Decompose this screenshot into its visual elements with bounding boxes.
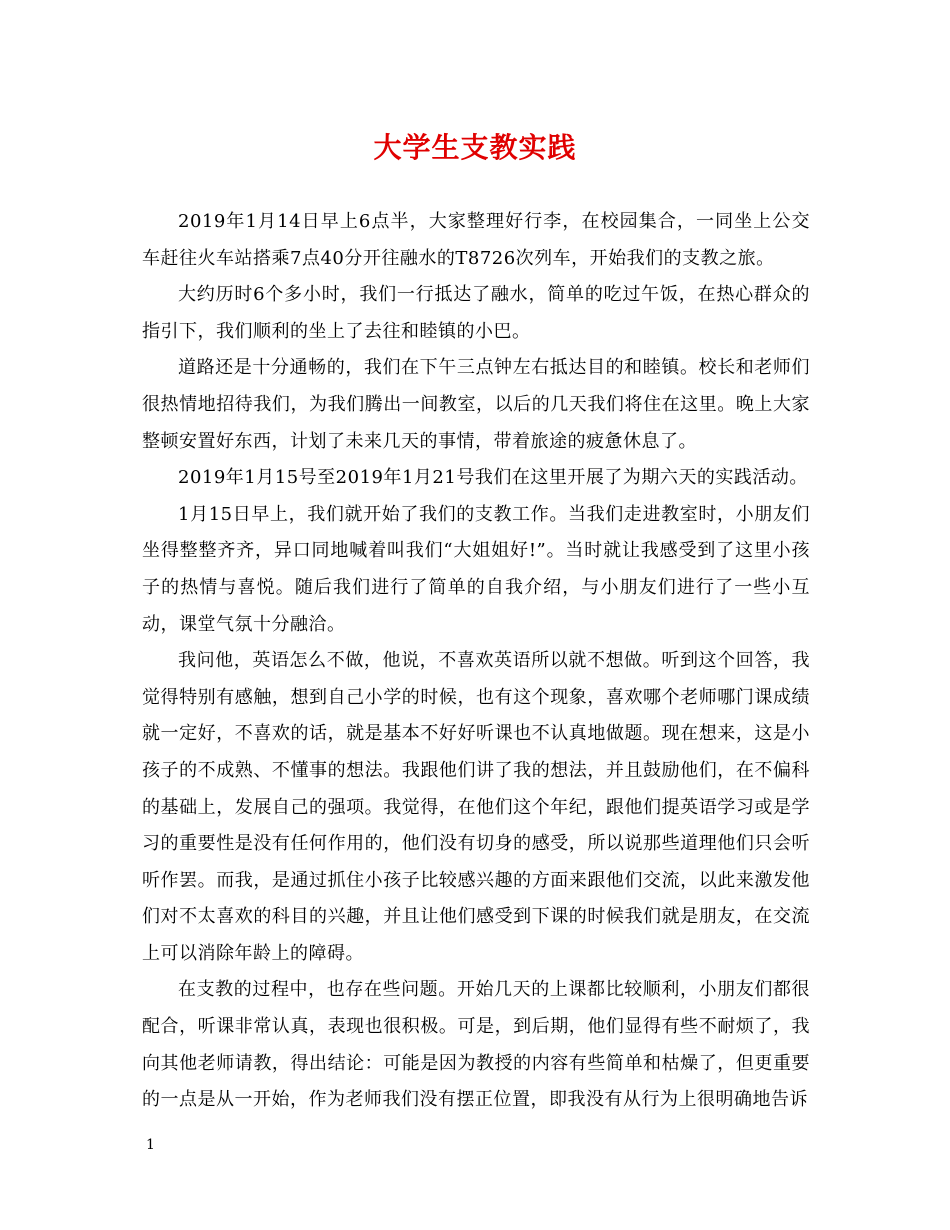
- paragraph: 1月15日早上，我们就开始了我们的支教工作。当我们走进教室时，小朋友们坐得整整齐齐，异口同地喊着叫我们“大姐姐好!”。当时就让我感受到了这里小孩子的热情与喜悦。随后我们进行了简单的自我介绍，与小朋友们进行了一些小互动，课堂气氛十分融洽。: [142, 503, 810, 635]
- paragraph: 2019年1月15号至2019年1月21号我们在这里开展了为期六天的实践活动。: [178, 467, 808, 489]
- paragraph: 我问他，英语怎么不做，他说，不喜欢英语所以就不想做。听到这个回答，我觉得特别有感触，想到自己小学的时候，也有这个现象，喜欢哪个老师哪门课成绩就一定好，不喜欢的话，就是基本不好好听课也不认真地做题。现在想来，这是小孩子的不成熟、不懂事的想法。我跟他们讲了我的想法，并且鼓励他们，在不偏科的基础上，发展自己的强项。我觉得，在他们这个年纪，跟他们提英语学习或是学习的重要性是没有任何作用的，他们没有切身的感受，所以说那些道理他们只会听听作罢。而我，是通过抓住小孩子比较感兴趣的方面来跟他们交流，以此来激发他们对不太喜欢的科目的兴趣，并且让他们感受到下课的时候我们就是朋友，在交流上可以消除年龄上的障碍。: [142, 650, 810, 964]
- document-body: [142, 204, 810, 1119]
- document-title: 大学生支教实践: [373, 131, 577, 164]
- paragraph: 道路还是十分通畅的，我们在下午三点钟左右抵达目的和睦镇。校长和老师们很热情地招待我们，为我们腾出一间教室，以后的几天我们将住在这里。晚上大家整顿安置好东西，计划了未来几天的事情，带着旅途的疲惫休息了。: [142, 357, 810, 452]
- paragraph: 2019年1月14日早上6点半，大家整理好行李，在校园集合，一同坐上公交车赶往火车站搭乘7点40分开往融水的T8726次列车，开始我们的支教之旅。: [142, 211, 810, 269]
- paragraph: 大约历时6个多小时，我们一行抵达了融水，简单的吃过午饭，在热心群众的指引下，我们顺利的坐上了去往和睦镇的小巴。: [142, 284, 810, 342]
- page-number: 1: [146, 1137, 155, 1153]
- paragraph: 在支教的过程中，也存在些问题。开始几天的上课都比较顺利，小朋友们都很配合，听课非常认真，表现也很积极。可是，到后期，他们显得有些不耐烦了，我向其他老师请教，得出结论：可能是因为教授的内容有些简单和枯燥了，但更重要的一点是从一开始，作为老师我们没有摆正位置，即我没有从行为上很明确地告诉: [142, 979, 810, 1111]
